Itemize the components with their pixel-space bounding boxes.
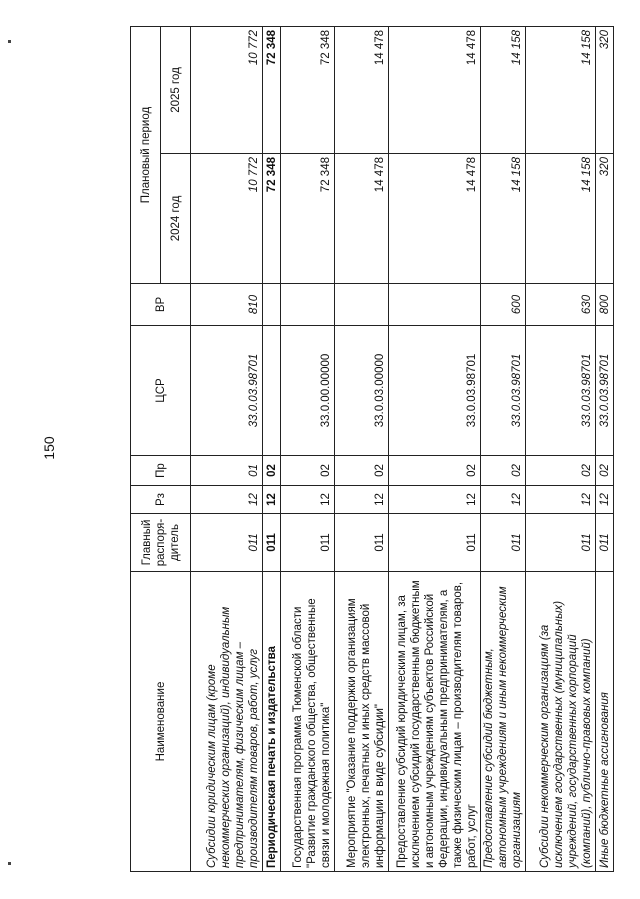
row-2024: 14 158	[481, 154, 526, 284]
row-pr: 02	[526, 456, 596, 486]
row-pr: 02	[281, 456, 335, 486]
row-2024: 72 348	[281, 154, 335, 284]
row-name: Мероприятие "Оказание поддержки организациям электронных, печатных и иных средств массовой информации в виде субсидии"	[335, 572, 389, 872]
row-2024: 72 348	[263, 154, 281, 284]
row-rz: 12	[281, 486, 335, 514]
row-pr: 02	[335, 456, 389, 486]
budget-table	[130, 26, 614, 872]
row-name: Предоставление субсидий юридическим лицам, за исключением субсидий государственным бюджетным и автономным учреждениям субъектов Российской Федерации, индивидуальным предпринимателям, а также физическим лицам – производителям товаров, работ, услуг	[389, 572, 481, 872]
row-2024: 320	[596, 154, 614, 284]
row-2024: 14 478	[335, 154, 389, 284]
header-planned: Плановый период	[131, 26, 161, 283]
row-2025: 14 158	[526, 26, 596, 153]
row-chief: 011	[481, 514, 526, 572]
row-pr: 02	[481, 456, 526, 486]
row-2025: 14 478	[335, 26, 389, 153]
header-csr: ЦСР	[131, 326, 191, 456]
table-row	[335, 26, 389, 871]
row-csr: 33.0.03.00000	[335, 326, 389, 456]
header-chief: Главный распоря-дитель	[131, 514, 191, 572]
header-name: Наименование	[131, 572, 191, 872]
row-name: Субсидии юридическим лицам (кроме некоммерческих организаций), индивидуальным предпринимателям, физическим лицам – производителям товаров, работ, услуг	[191, 572, 263, 872]
row-pr: 02	[263, 456, 281, 486]
row-vr	[389, 284, 481, 326]
table-row	[596, 26, 614, 871]
row-name: Иные бюджетные ассигнования	[596, 572, 614, 872]
header-vr: ВР	[131, 284, 191, 326]
row-chief: 011	[263, 514, 281, 572]
row-chief: 011	[281, 514, 335, 572]
row-2025: 10 772	[191, 26, 263, 153]
scan-mark-top	[8, 40, 11, 43]
row-rz: 12	[389, 486, 481, 514]
rotated-table-wrapper	[130, 27, 611, 872]
row-2024: 14 478	[389, 154, 481, 284]
row-pr: 01	[191, 456, 263, 486]
row-vr: 630	[526, 284, 596, 326]
row-csr: 33.0.03.98701	[526, 326, 596, 456]
row-2025: 72 348	[281, 26, 335, 153]
row-rz: 12	[596, 486, 614, 514]
row-2025: 72 348	[263, 26, 281, 153]
header-pr: Пр	[131, 456, 191, 486]
scan-mark-bottom	[8, 862, 11, 865]
row-vr	[281, 284, 335, 326]
row-rz: 12	[481, 486, 526, 514]
row-rz: 12	[526, 486, 596, 514]
row-chief: 011	[596, 514, 614, 572]
row-chief: 011	[335, 514, 389, 572]
table-row	[263, 26, 281, 871]
row-2025: 14 478	[389, 26, 481, 153]
row-2024: 14 158	[526, 154, 596, 284]
page-number: 150	[41, 436, 57, 460]
row-csr	[263, 326, 281, 456]
row-name: Периодическая печать и издательства	[263, 572, 281, 872]
row-vr	[263, 284, 281, 326]
table-row	[481, 26, 526, 871]
row-chief: 011	[389, 514, 481, 572]
table-row	[526, 26, 596, 871]
row-vr	[335, 284, 389, 326]
row-csr: 33.0.03.98701	[481, 326, 526, 456]
row-chief: 011	[526, 514, 596, 572]
header-2024: 2024 год	[161, 154, 191, 284]
row-csr: 33.0.03.98701	[389, 326, 481, 456]
row-rz: 12	[263, 486, 281, 514]
row-vr: 800	[596, 284, 614, 326]
table-row	[389, 26, 481, 871]
row-csr: 33.0.00.00000	[281, 326, 335, 456]
row-vr: 810	[191, 284, 263, 326]
table-row	[191, 26, 263, 871]
row-rz: 12	[335, 486, 389, 514]
row-csr: 33.0.03.98701	[596, 326, 614, 456]
row-csr: 33.0.03.98701	[191, 326, 263, 456]
row-name: Субсидии некоммерческим организациям (за исключением государственных (муниципальных) учреждений, государственных корпораций (компаний), публично-правовых компаний)	[526, 572, 596, 872]
row-chief: 011	[191, 514, 263, 572]
row-2024: 10 772	[191, 154, 263, 284]
row-rz: 12	[191, 486, 263, 514]
row-name: Предоставление субсидий бюджетным, автономным учреждениям и иным некоммерческим организациям	[481, 572, 526, 872]
row-pr: 02	[389, 456, 481, 486]
header-2025: 2025 год	[161, 26, 191, 153]
row-pr: 02	[596, 456, 614, 486]
row-2025: 14 158	[481, 26, 526, 153]
header-rz: Рз	[131, 486, 191, 514]
table-row	[281, 26, 335, 871]
row-vr: 600	[481, 284, 526, 326]
row-name: Государственная программа Тюменской области "Развитие гражданского общества, общественные связи и молодежная политика"	[281, 572, 335, 872]
row-2025: 320	[596, 26, 614, 153]
